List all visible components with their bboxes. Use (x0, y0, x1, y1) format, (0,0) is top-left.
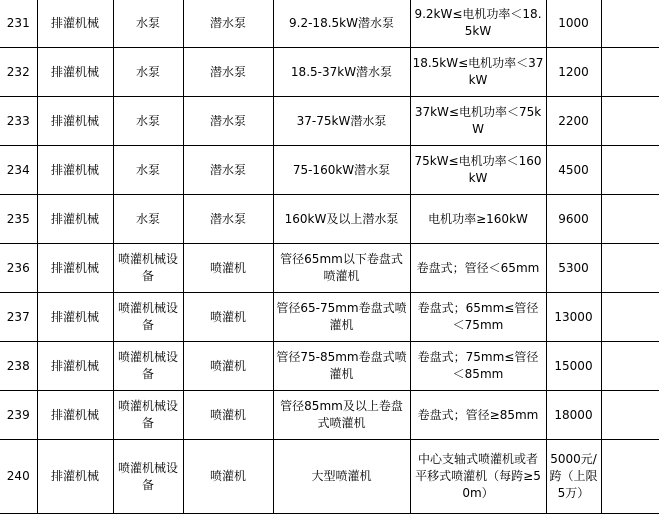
table-row (0, 0, 659, 48)
subcategory-cell: 喷灌机械设备 (113, 391, 183, 440)
note-cell (601, 244, 659, 293)
condition-cell: 37kW≤电机功率＜75kW (410, 97, 546, 146)
item-cell: 潜水泵 (183, 0, 273, 48)
category-cell: 排灌机械 (37, 195, 113, 244)
category-cell: 排灌机械 (37, 97, 113, 146)
subcategory-cell: 喷灌机械设备 (113, 342, 183, 391)
row-number-cell: 240 (0, 440, 37, 514)
condition-cell: 卷盘式；管径＜65mm (410, 244, 546, 293)
table-row (0, 48, 659, 97)
category-cell: 排灌机械 (37, 48, 113, 97)
subcategory-cell: 喷灌机械设备 (113, 244, 183, 293)
row-number-cell: 231 (0, 0, 37, 48)
spec-cell: 9.2-18.5kW潜水泵 (273, 0, 410, 48)
item-cell: 喷灌机 (183, 391, 273, 440)
condition-cell: 卷盘式；75mm≤管径＜85mm (410, 342, 546, 391)
condition-cell: 中心支轴式喷灌机或者平移式喷灌机（每跨≥50m） (410, 440, 546, 514)
item-cell: 喷灌机 (183, 440, 273, 514)
subcategory-cell: 水泵 (113, 48, 183, 97)
category-cell: 排灌机械 (37, 244, 113, 293)
note-cell (601, 342, 659, 391)
condition-cell: 电机功率≥160kW (410, 195, 546, 244)
subcategory-cell: 喷灌机械设备 (113, 293, 183, 342)
spec-cell: 18.5-37kW潜水泵 (273, 48, 410, 97)
spec-cell: 37-75kW潜水泵 (273, 97, 410, 146)
spec-cell: 75-160kW潜水泵 (273, 146, 410, 195)
subcategory-cell: 水泵 (113, 146, 183, 195)
row-number-cell: 235 (0, 195, 37, 244)
condition-cell: 75kW≤电机功率＜160kW (410, 146, 546, 195)
note-cell (601, 48, 659, 97)
row-number-cell: 233 (0, 97, 37, 146)
condition-cell: 18.5kW≤电机功率＜37kW (410, 48, 546, 97)
row-number-cell: 236 (0, 244, 37, 293)
amount-cell: 2200 (546, 97, 601, 146)
category-cell: 排灌机械 (37, 342, 113, 391)
amount-cell: 18000 (546, 391, 601, 440)
table-row (0, 97, 659, 146)
item-cell: 潜水泵 (183, 146, 273, 195)
note-cell (601, 97, 659, 146)
spec-cell: 管径65mm以下卷盘式喷灌机 (273, 244, 410, 293)
row-number-cell: 234 (0, 146, 37, 195)
spec-cell: 管径75-85mm卷盘式喷灌机 (273, 342, 410, 391)
category-cell: 排灌机械 (37, 391, 113, 440)
subcategory-cell: 水泵 (113, 0, 183, 48)
row-number-cell: 237 (0, 293, 37, 342)
table-row (0, 342, 659, 391)
subcategory-cell: 水泵 (113, 97, 183, 146)
category-cell: 排灌机械 (37, 293, 113, 342)
category-cell: 排灌机械 (37, 146, 113, 195)
item-cell: 潜水泵 (183, 48, 273, 97)
spec-cell: 大型喷灌机 (273, 440, 410, 514)
table-row (0, 146, 659, 195)
spec-cell: 管径65-75mm卷盘式喷灌机 (273, 293, 410, 342)
subcategory-cell: 喷灌机械设备 (113, 440, 183, 514)
condition-cell: 卷盘式；管径≥85mm (410, 391, 546, 440)
row-number-cell: 238 (0, 342, 37, 391)
category-cell: 排灌机械 (37, 0, 113, 48)
item-cell: 喷灌机 (183, 244, 273, 293)
amount-cell: 5300 (546, 244, 601, 293)
condition-cell: 卷盘式；65mm≤管径＜75mm (410, 293, 546, 342)
note-cell (601, 293, 659, 342)
category-cell: 排灌机械 (37, 440, 113, 514)
amount-cell: 9600 (546, 195, 601, 244)
note-cell (601, 391, 659, 440)
spec-cell: 管径85mm及以上卷盘式喷灌机 (273, 391, 410, 440)
table-row (0, 244, 659, 293)
amount-cell: 5000元/跨（上限5万） (546, 440, 601, 514)
row-number-cell: 239 (0, 391, 37, 440)
note-cell (601, 0, 659, 48)
item-cell: 潜水泵 (183, 97, 273, 146)
item-cell: 潜水泵 (183, 195, 273, 244)
item-cell: 喷灌机 (183, 342, 273, 391)
table-row (0, 293, 659, 342)
subcategory-cell: 水泵 (113, 195, 183, 244)
note-cell (601, 146, 659, 195)
spec-cell: 160kW及以上潜水泵 (273, 195, 410, 244)
amount-cell: 1200 (546, 48, 601, 97)
amount-cell: 13000 (546, 293, 601, 342)
condition-cell: 9.2kW≤电机功率＜18.5kW (410, 0, 546, 48)
note-cell (601, 440, 659, 514)
table-row (0, 195, 659, 244)
item-cell: 喷灌机 (183, 293, 273, 342)
row-number-cell: 232 (0, 48, 37, 97)
amount-cell: 15000 (546, 342, 601, 391)
table-row (0, 391, 659, 440)
amount-cell: 1000 (546, 0, 601, 48)
table-row (0, 440, 659, 514)
amount-cell: 4500 (546, 146, 601, 195)
note-cell (601, 195, 659, 244)
